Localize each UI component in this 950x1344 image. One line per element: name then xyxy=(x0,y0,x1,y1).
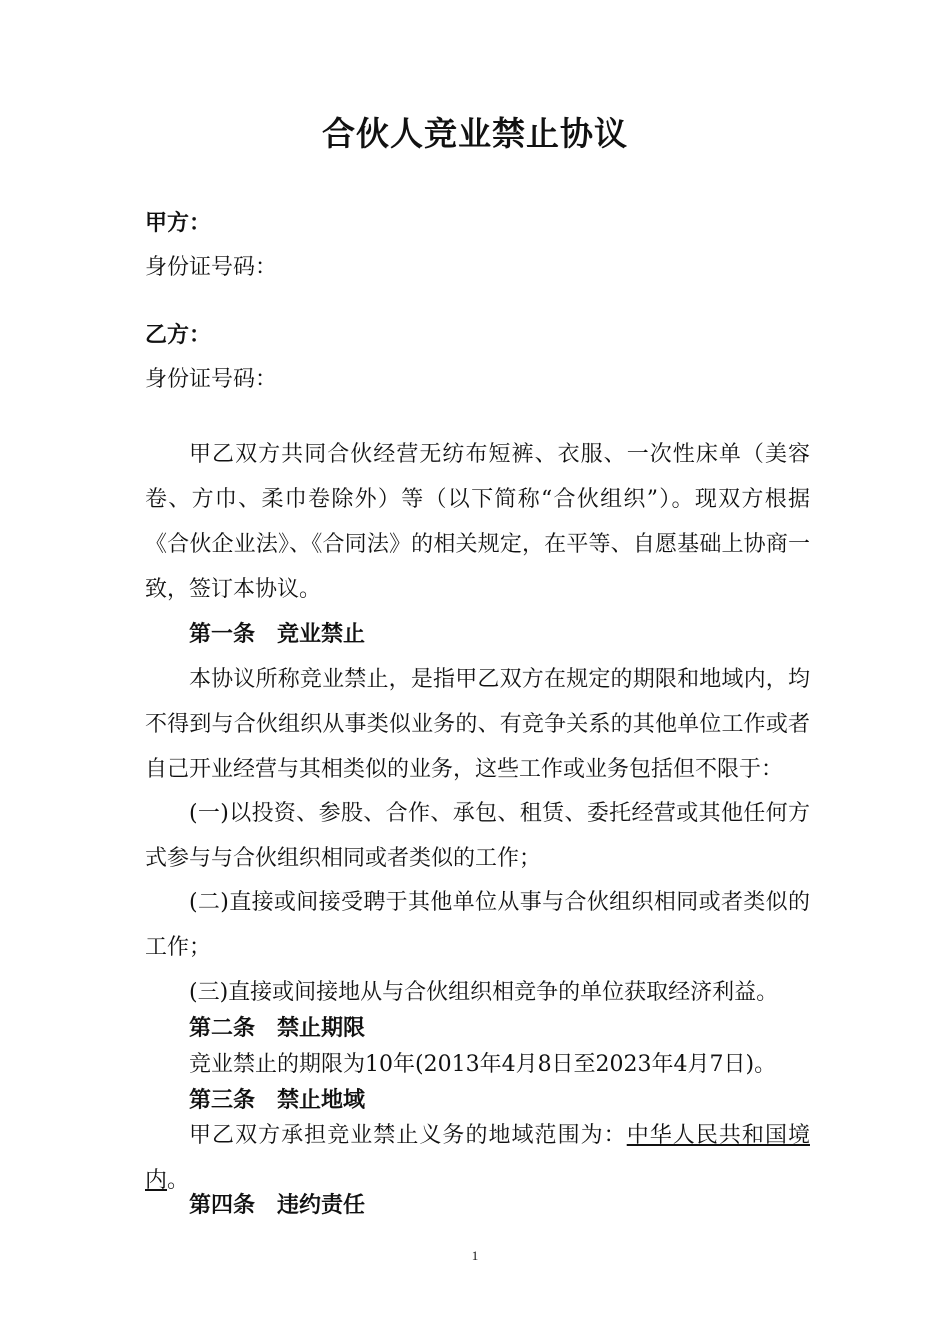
article-4-number: 第四条 xyxy=(189,1193,256,1218)
article-3-region: 中华人民共和国境内 xyxy=(145,1123,810,1193)
document-title: 合伙人竞业禁止协议 xyxy=(322,114,628,153)
article-1-item-3: (三)直接或间接地从与合伙组织相竞争的单位获取经济利益。 xyxy=(189,980,779,1005)
page-number: 1 xyxy=(471,1248,479,1263)
article-4-heading xyxy=(145,1183,854,1228)
article-4-title: 违约责任 xyxy=(277,1193,366,1218)
article-1-item-2: (二)直接或间接受聘于其他单位从事与合伙组织相同或者类似的工作； xyxy=(145,890,810,960)
party-b-label: 乙方： xyxy=(145,323,212,348)
article-1-item-1: (一)以投资、参股、合作、承包、租赁、委托经营或其他任何方式参与与合伙组织相同或者类似的工作； xyxy=(145,801,810,871)
article-1-title: 竞业禁止 xyxy=(277,622,366,647)
article-1-heading xyxy=(145,612,854,657)
article-1-body: 本协议所称竞业禁止，是指甲乙双方在规定的期限和地域内，均不得到与合伙组织从事类似业务的、有竞争关系的其他单位工作或者自己开业经营与其相类似的业务，这些工作或业务包括但不限于： xyxy=(145,667,810,782)
article-3-body-prefix: 甲乙双方承担竞业禁止义务的地域范围为： xyxy=(189,1123,627,1148)
article-2-number: 第二条 xyxy=(189,1016,256,1041)
article-3-body-suffix: 。 xyxy=(167,1168,190,1193)
article-2-title: 禁止期限 xyxy=(277,1016,366,1041)
party-a-label: 甲方： xyxy=(145,211,212,236)
article-2-body: 竞业禁止的期限为10年(2013年4月8日至2023年4月7日)。 xyxy=(189,1052,777,1077)
party-b-id-label: 身份证号码： xyxy=(145,367,278,392)
article-1-number: 第一条 xyxy=(189,622,256,647)
article-3-number: 第三条 xyxy=(189,1088,256,1113)
preamble-paragraph: 甲乙双方共同合伙经营无纺布短裤、衣服、一次性床单（美容卷、方巾、柔巾卷除外）等（以下简称“合伙组织”）。现双方根据《合伙企业法》、《合同法》的相关规定，在平等、自愿基础上协商一致，签订本协议。 xyxy=(145,442,810,602)
article-3-title: 禁止地域 xyxy=(277,1088,366,1113)
party-a-id-label: 身份证号码： xyxy=(145,255,278,280)
